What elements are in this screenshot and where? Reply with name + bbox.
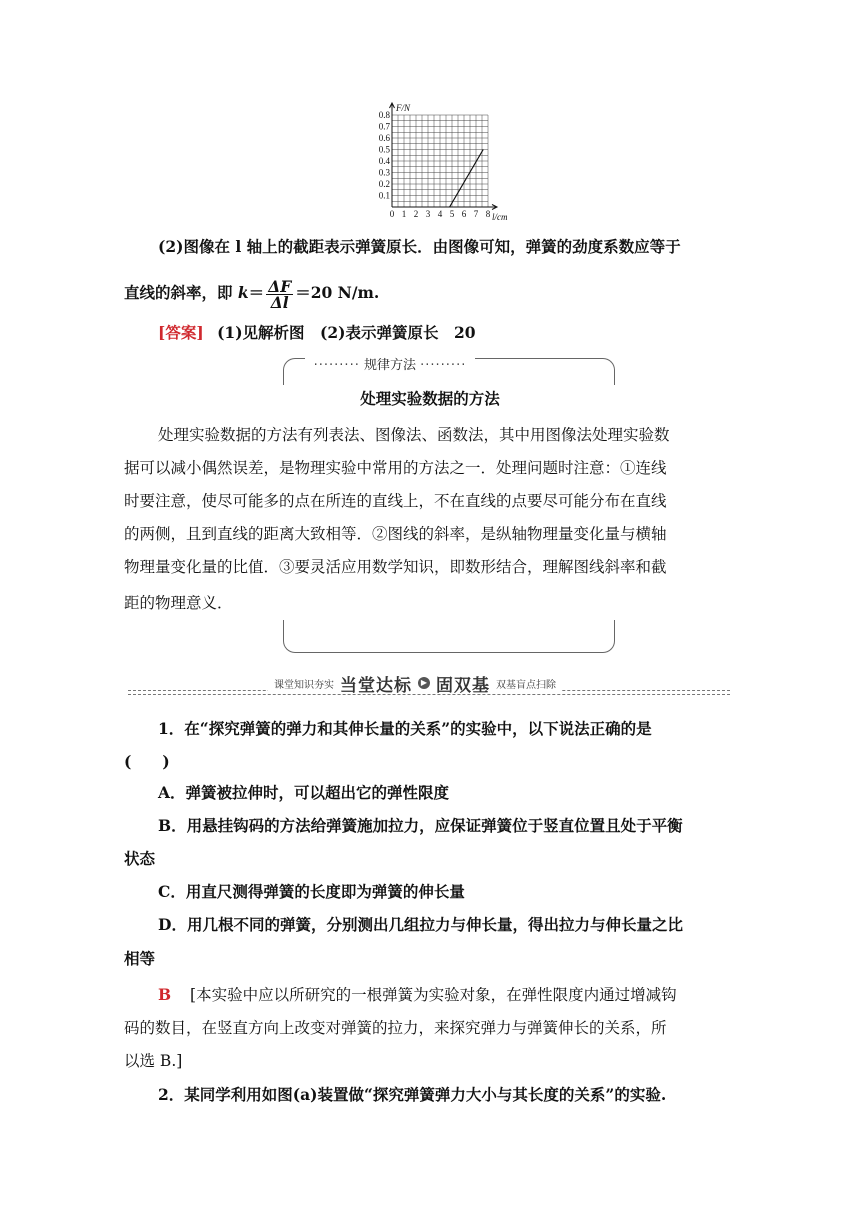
x-tick-label: 7: [473, 209, 479, 219]
chart-axes: [390, 103, 498, 210]
chart-grid: [392, 115, 488, 207]
banner-rule-bottom: [128, 694, 730, 695]
fraction-numerator: ΔF: [268, 276, 292, 296]
x-tick-label: 1: [401, 209, 407, 219]
x-tick-label: 0: [389, 209, 395, 219]
q2-stem: 2．某同学利用如图(a)装置做“探究弹簧弹力大小与其长度的关系”的实验.: [158, 1085, 667, 1104]
y-tick-label: 0.7: [378, 121, 390, 132]
y-tick-label: 0.5: [378, 144, 390, 155]
answer-text: (1)见解析图 (2)表示弹簧原长 20: [217, 323, 476, 342]
y-tick-label: 0.6: [378, 133, 390, 143]
q1-option-d-line2: 相等: [124, 949, 156, 968]
k-symbol: k: [237, 283, 249, 302]
equals-sign: ＝: [248, 283, 265, 302]
banner-right-text: 双基盲点扫除: [496, 679, 556, 691]
fraction-denominator: Δl: [270, 292, 289, 312]
q1-answer-text: [本实验中应以所研究的一根弹簧为实验对象，在弹性限度内通过增减钩: [190, 986, 677, 1004]
y-tick-label: 0.4: [378, 156, 390, 166]
x-tick-label: 2: [413, 209, 419, 219]
method-line-4: 的两侧，且到直线的距离大致相等．②图线的斜率，是纵轴物理量变化量与横轴: [124, 525, 667, 543]
label-dots-left: ·········: [313, 358, 360, 373]
label-dots-right: ·········: [420, 358, 467, 373]
x-tick-label: 8: [485, 209, 491, 219]
y-axis-label: F/N: [396, 103, 411, 113]
q1-option-b-line1: B．用悬挂钩码的方法给弹簧施加拉力，应保证弹簧位于竖直位置且处于平衡: [158, 816, 683, 835]
force-length-chart: [362, 100, 522, 224]
method-line-2: 据可以减小偶然误差，是物理实验中常用的方法之一．处理问题时注意：①连线: [124, 459, 667, 477]
x-tick-label: 4: [437, 209, 443, 219]
part2-line1: (2)图像在 l 轴上的截距表示弹簧原长．由图像可知，弹簧的劲度系数应等于: [158, 237, 681, 256]
method-line-1: 处理实验数据的方法有列表法、图像法、函数法，其中用图像法处理实验数: [158, 426, 670, 444]
q1-answer-line2: 码的数目，在竖直方向上改变对弹簧的拉力，来探究弹力与弹簧伸长的关系，所: [124, 1019, 667, 1037]
method-box-bottom: [283, 620, 615, 653]
method-title: 处理实验数据的方法: [360, 389, 500, 408]
answer-tag: [答案]: [158, 323, 204, 342]
q1-option-a: A．弹簧被拉伸时，可以超出它的弹性限度: [158, 783, 450, 802]
x-tick-label: 3: [425, 209, 431, 219]
banner-main-text-2: 固双基: [436, 675, 490, 696]
section-banner: [128, 672, 730, 700]
arrow-icon: ▶: [418, 677, 430, 689]
part2-line2-suffix: ＝20 N/m.: [295, 283, 380, 302]
q1-option-d-line1: D．用几根不同的弹簧，分别测出几组拉力与伸长量，得出拉力与伸长量之比: [158, 915, 683, 934]
slope-fraction: [266, 276, 293, 312]
banner-content: [268, 672, 562, 694]
y-tick-label: 0.2: [378, 179, 390, 189]
method-box-label: [305, 358, 475, 374]
x-tick-label: 5: [449, 209, 455, 219]
y-tick-label: 0.1: [378, 190, 390, 201]
method-label: 规律方法: [363, 358, 416, 373]
answer-line: [158, 322, 476, 344]
banner-main-text: 当堂达标: [340, 675, 412, 696]
x-axis-label: l/cm: [492, 212, 508, 222]
x-tick-label: 6: [461, 209, 467, 219]
y-tick-label: 0.3: [378, 167, 390, 178]
q1-answer-line1: [158, 984, 677, 1006]
q1-answer-line3: 以选 B.]: [124, 1052, 183, 1070]
banner-left-text: 课堂知识夯实: [274, 679, 334, 691]
method-line-3: 时要注意，使尽可能多的点在所连的直线上，不在直线的点要尽可能分布在直线: [124, 492, 667, 510]
part2-line2: [124, 276, 379, 310]
part2-line2-prefix: 直线的斜率，即: [124, 283, 233, 302]
q1-stem-line1: 1．在“探究弹簧的弹力和其伸长量的关系”的实验中，以下说法正确的是: [158, 719, 652, 738]
method-line-6: 距的物理意义．: [124, 594, 233, 612]
q1-option-c: C．用直尺测得弹簧的长度即为弹簧的伸长量: [158, 882, 465, 901]
method-line-5: 物理量变化量的比值．③要灵活应用数学知识，即数形结合，理解图线斜率和截: [124, 558, 667, 576]
q1-answer-letter: B: [158, 985, 172, 1004]
y-tick-label: 0.8: [378, 110, 390, 120]
q1-option-b-line2: 状态: [124, 849, 156, 868]
q1-stem-line2: ( ): [124, 752, 170, 771]
